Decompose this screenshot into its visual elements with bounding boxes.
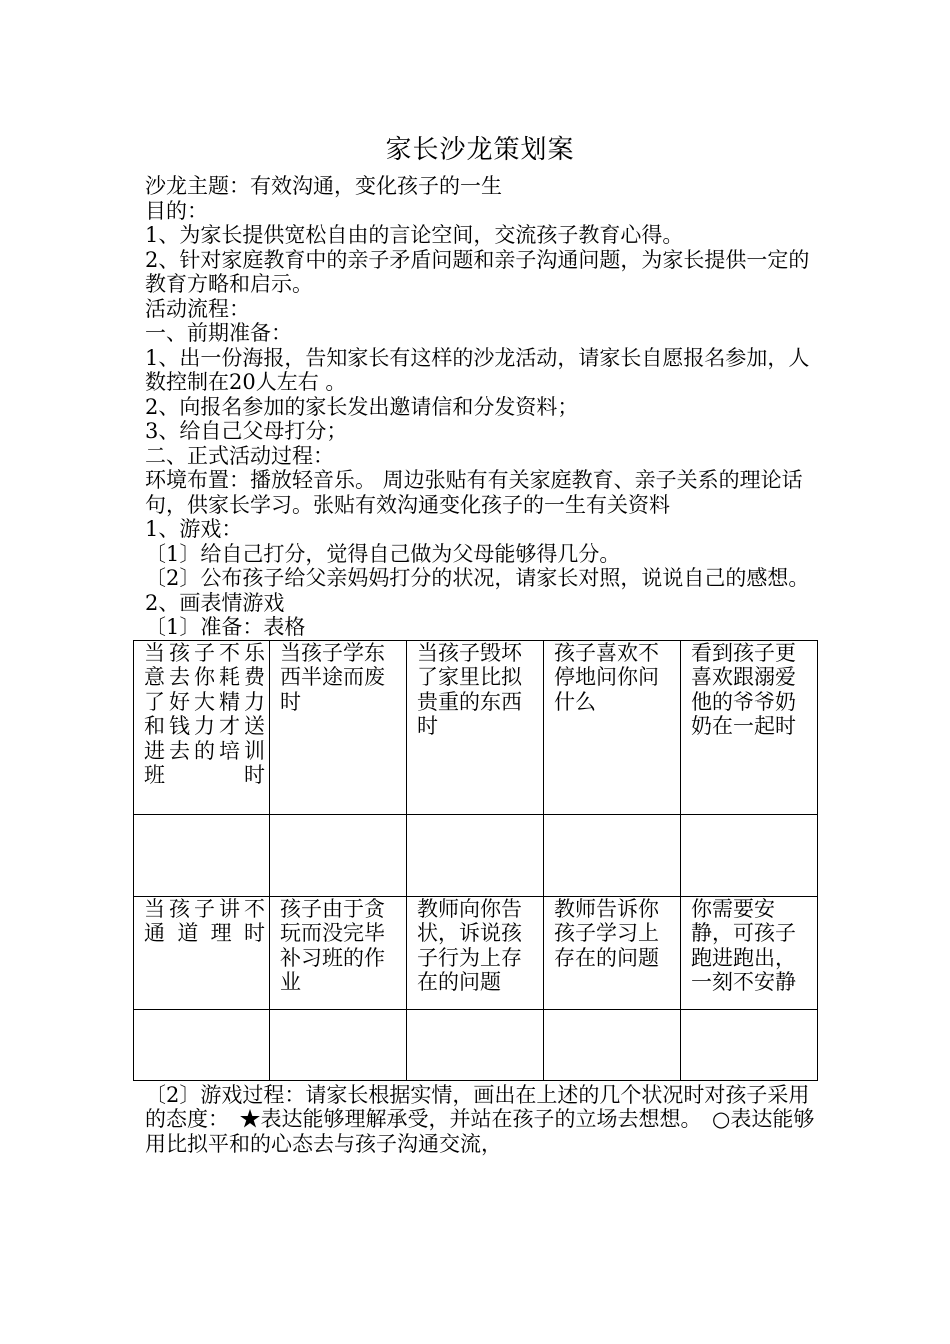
- table-cell: 当孩子不乐意去你耗费了好大精力和钱力才送进去的培训班时: [134, 640, 270, 814]
- table-cell: 当孩子毁坏了家里比拟贵重的东西时: [407, 640, 544, 814]
- salon-theme: 沙龙主题：有效沟通，变化孩子的一生: [145, 174, 502, 198]
- activity-heading: 二、正式活动过程：: [145, 443, 334, 468]
- table-cell-blank: [270, 1009, 407, 1080]
- game-step-2: 〔2〕公布孩子给父亲妈妈打分的状况，请家长对照，说说自己的感想。: [145, 566, 810, 590]
- table-row: [134, 640, 818, 814]
- game-step-1: 〔1〕给自己打分，觉得自己做为父母能够得几分。: [145, 541, 621, 566]
- table-cell-blank: [407, 1009, 544, 1080]
- purpose-item-1: 1、为家长提供宽松自由的言论空间，交流孩子教育心得。: [145, 223, 684, 247]
- table-row: [134, 896, 818, 1009]
- table-cell-blank: [134, 1009, 270, 1080]
- table-cell-blank: [681, 1009, 818, 1080]
- table-cell: 孩子喜欢不停地问你问什么: [544, 640, 681, 814]
- prep-item-1: 1、出一份海报，告知家长有这样的沙龙活动，请家长自愿报名参加，人数控制在20人左右 。: [145, 345, 810, 394]
- table-row: [134, 814, 818, 896]
- situation-table: [133, 640, 818, 1081]
- game-heading: 1、游戏：: [145, 517, 243, 541]
- table-cell: 看到孩子更喜欢跟溺爱他的爷爷奶奶在一起时: [681, 640, 818, 814]
- preparation-table-label: 〔1〕准备：表格: [145, 615, 306, 639]
- table-cell: 你需要安静，可孩子跑进跑出，一刻不安静: [681, 896, 818, 1009]
- table-cell-blank: [270, 814, 407, 896]
- table-cell: 当孩子讲不通道理时: [134, 896, 270, 1009]
- table-cell-blank: [134, 814, 270, 896]
- table-cell-blank: [544, 814, 681, 896]
- prep-item-3: 3、给自己父母打分；: [145, 419, 348, 443]
- prep-item-2: 2、向报名参加的家长发出邀请信和分发资料；: [145, 394, 579, 419]
- prep-heading: 一、前期准备：: [145, 321, 292, 345]
- expression-game-heading: 2、画表情游戏: [145, 590, 285, 615]
- table-cell-blank: [407, 814, 544, 896]
- document-page: [145, 130, 815, 1156]
- process-heading: 活动流程：: [145, 296, 250, 321]
- table-cell-blank: [544, 1009, 681, 1080]
- table-cell: 教师向你告状，诉说孩子行为上存在的问题: [407, 896, 544, 1009]
- game-process: 〔2〕游戏过程：请家长根据实情，画出在上述的几个状况时对孩子采用的态度： ★表达能够理解承受，并站在孩子的立场去想想。 ○表达能够用比拟平和的心态去与孩子沟通交流，: [145, 1082, 815, 1156]
- document-title: 家长沙龙策划案: [385, 135, 575, 165]
- purpose-item-2: 2、针对家庭教育中的亲子矛盾问题和亲子沟通问题，为家长提供一定的教育方略和启示。: [145, 247, 810, 296]
- purpose-heading: 目的：: [145, 198, 208, 223]
- table-cell: 当孩子学东西半途而废时: [270, 640, 407, 814]
- table-cell-blank: [681, 814, 818, 896]
- environment-setup: 环境布置：播放轻音乐。 周边张贴有有关家庭教育、亲子关系的理论话句，供家长学习。张贴有效沟通变化孩子的一生有关资料: [145, 468, 803, 517]
- table-cell: 教师告诉你孩子学习上存在的问题: [544, 896, 681, 1009]
- table-cell: 孩子由于贪玩而没完毕补习班的作业: [270, 896, 407, 1009]
- table-row: [134, 1009, 818, 1080]
